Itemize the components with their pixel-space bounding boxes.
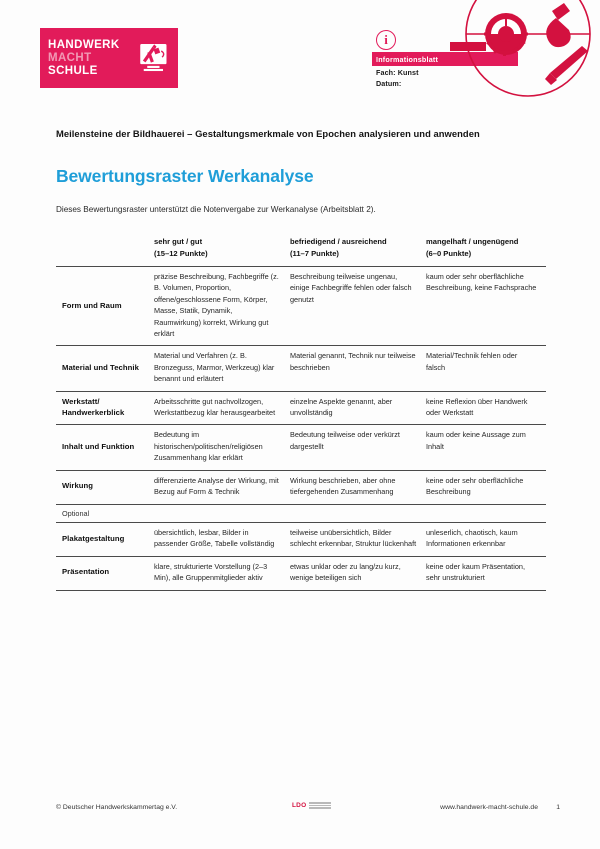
rubric-table [56,236,546,591]
footer-page-number: 1 [556,804,560,811]
info-circle-icon: i [376,30,396,50]
logo-line-1: HANDWERK [48,39,120,51]
row-medium: etwas unklar oder zu lang/zu kurz, wenige beteiligen sich [290,556,426,590]
table-row [56,522,546,556]
row-poor: keine oder sehr oberflächliche Beschreibung [426,470,546,504]
page-footer [56,802,560,818]
header-grade-good [154,236,290,267]
monitor-with-tools-icon [128,37,170,79]
table-row [56,391,546,425]
row-criterion: Werkstatt/ Handwerkerblick [56,391,154,425]
header-grade-poor [426,236,546,267]
table-row [56,346,546,391]
row-criterion: Inhalt und Funktion [56,425,154,470]
header-grade-medium [290,236,426,267]
row-good: übersichtlich, lesbar, Bilder in passender Größe, Tabelle vollständig [154,522,290,556]
row-good: Material und Verfahren (z. B. Bronzeguss, Marmor, Werkzeug) klar benannt und erläutert [154,346,290,391]
header-grade-good-points: (15–12 Punkte) [154,248,208,258]
optional-label: Optional [56,504,546,522]
row-poor: Material/Technik fehlen oder falsch [426,346,546,391]
row-good: präzise Beschreibung, Fachbegriffe (z. B. Volumen, Proportion, offene/geschlossene Form, Körper, Masse, Statik, Dynamik, Raumwirkung) korrekt, Wirkung gut erklärt [154,267,290,346]
row-criterion: Material und Technik [56,346,154,391]
document-eyebrow: Meilensteine der Bildhauerei – Gestaltungsmerkmale von Epochen analysieren und anwenden [56,128,480,139]
table-row [56,425,546,470]
table-row [56,556,546,590]
table-row [56,267,546,346]
row-medium: Wirkung beschrieben, aber ohne tiefergehenden Zusammenhang [290,470,426,504]
footer-website: www.handwerk-macht-schule.de [440,804,538,811]
row-poor: keine Reflexion über Handwerk oder Werkstatt [426,391,546,425]
row-poor: kaum oder keine Aussage zum Inhalt [426,425,546,470]
gear-and-tools-circle-graphic [450,0,600,108]
row-good: Arbeitsschritte gut nachvollzogen, Werkstattbezug klar herausgearbeitet [154,391,290,425]
header-grade-poor-points: (6–0 Punkte) [426,248,472,258]
row-poor: kaum oder sehr oberflächliche Beschreibung, keine Fachsprache [426,267,546,346]
footer-partner-logo [292,802,331,809]
row-medium: teilweise unübersichtlich, Bilder schlecht erkennbar, Struktur lückenhaft [290,522,426,556]
header-grade-medium-points: (11–7 Punkte) [290,248,339,258]
row-medium: Beschreibung teilweise ungenau, einige Fachbegriffe fehlen oder falsch genutzt [290,267,426,346]
row-poor: unleserlich, chaotisch, kaum Informationen erkennbar [426,522,546,556]
logo-line-3: SCHULE [48,65,98,77]
optional-section-divider [56,504,546,522]
info-date: Datum: [376,79,402,88]
row-medium: Bedeutung teilweise oder verkürzt dargestellt [290,425,426,470]
row-criterion: Präsentation [56,556,154,590]
row-poor: keine oder kaum Präsentation, sehr unstrukturiert [426,556,546,590]
footer-partner-logo-text: LDO [292,802,307,809]
header-grade-medium-label: befriedigend / ausreichend [290,237,387,246]
header-grade-poor-label: mangelhaft / ungenügend [426,237,519,246]
row-criterion: Wirkung [56,470,154,504]
header-grade-good-label: sehr gut / gut [154,237,203,246]
row-good: differenzierte Analyse der Wirkung, mit Bezug auf Form & Technik [154,470,290,504]
info-badge-title: Informationsblatt [372,52,518,66]
page-header [0,0,600,112]
footer-partner-logo-bars [309,802,331,808]
row-medium: einzelne Aspekte genannt, aber unvollständig [290,391,426,425]
row-good: klare, strukturierte Vorstellung (2–3 Min), alle Gruppenmitglieder aktiv [154,556,290,590]
table-row [56,470,546,504]
row-good: Bedeutung im historischen/politischen/religiösen Zusammenhang klar erklärt [154,425,290,470]
table-header-row [56,236,546,267]
row-criterion: Form und Raum [56,267,154,346]
row-medium: Material genannt, Technik nur teilweise beschrieben [290,346,426,391]
footer-copyright: © Deutscher Handwerkskammertag e.V. [56,804,178,811]
info-subject: Fach: Kunst [376,68,419,77]
logo-line-2: MACHT [48,52,92,64]
logo-wordmark [48,39,126,77]
handwerk-macht-schule-logo [40,28,178,88]
header-criterion [56,236,154,267]
document-intro: Dieses Bewertungsraster unterstützt die Notenvergabe zur Werkanalyse (Arbeitsblatt 2). [56,205,376,214]
page-title: Bewertungsraster Werkanalyse [56,166,314,186]
row-criterion: Plakatgestaltung [56,522,154,556]
